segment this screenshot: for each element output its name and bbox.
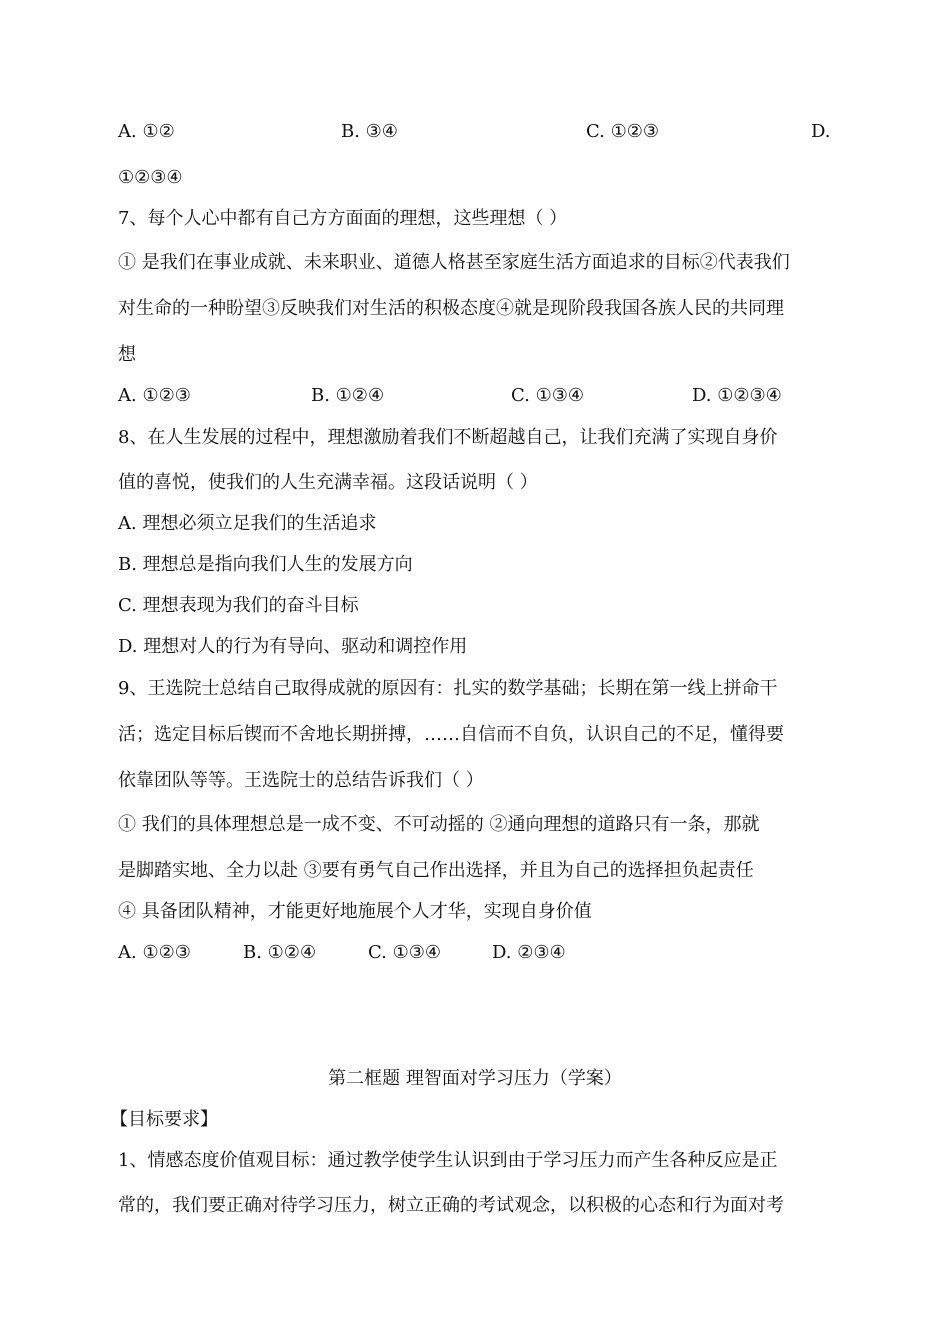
q7-option-b: B. ①②④ xyxy=(311,385,385,406)
q8-choice-c: C. 理想表现为我们的奋斗目标 xyxy=(118,595,359,616)
q8-choice-a: A. 理想必须立足我们的生活追求 xyxy=(118,513,377,534)
q8-line-2: 值的喜悦，使我们的人生充满幸福。这段话说明（ ） xyxy=(118,472,538,493)
q9-option-d: D. ②③④ xyxy=(492,942,566,963)
q6-option-d: D. xyxy=(811,121,831,142)
q6-option-a: A. ①② xyxy=(118,121,175,142)
q9-line-4: ① 我们的具体理想总是一成不变、不可动摇的 ②通向理想的道路只有一条，那就 xyxy=(118,814,760,835)
q7-option-d: D. ①②③④ xyxy=(692,385,782,406)
q8-choice-d: D. 理想对人的行为有导向、驱动和调控作用 xyxy=(118,636,468,657)
q7-stem: 7、每个人心中都有自己方方面面的理想，这些理想（ ） xyxy=(118,208,568,229)
q9-line-1: 9、王选院士总结自己取得成就的原因有：扎实的数学基础；长期在第一线上拼命干 xyxy=(118,678,778,699)
q6-option-c: C. ①②③ xyxy=(586,121,659,142)
q7-line-1: ① 是我们在事业成就、未来职业、道德人格甚至家庭生活方面追求的目标②代表我们 xyxy=(118,252,790,273)
section-line-2: 常的，我们要正确对待学习压力，树立正确的考试观念，以积极的心态和行为面对考 xyxy=(118,1195,784,1216)
q8-choice-b: B. 理想总是指向我们人生的发展方向 xyxy=(118,554,413,575)
q9-line-6: ④ 具备团队精神，才能更好地施展个人才华，实现自身价值 xyxy=(118,901,592,922)
q9-line-2: 活；选定目标后锲而不舍地长期拼搏，……自信而不自负，认识自己的不足，懂得要 xyxy=(118,724,784,745)
section-title: 第二框题 理智面对学习压力（学案） xyxy=(328,1068,622,1089)
q9-line-5: 是脚踏实地、全力以赴 ③要有勇气自己作出选择，并且为自己的选择担负起责任 xyxy=(118,860,754,881)
q7-option-a: A. ①②③ xyxy=(118,385,191,406)
q7-line-3: 想 xyxy=(118,344,136,365)
q6-option-d-wrap: ①②③④ xyxy=(118,167,183,188)
section-heading: 【目标要求】 xyxy=(110,1109,218,1130)
q9-option-a: A. ①②③ xyxy=(118,942,191,963)
q7-line-2: 对生命的一种盼望③反映我们对生活的积极态度④就是现阶段我国各族人民的共同理 xyxy=(118,298,784,319)
q9-line-3: 依靠团队等等。王选院士的总结告诉我们（ ） xyxy=(118,770,484,791)
q9-option-b: B. ①②④ xyxy=(243,942,317,963)
q7-option-c: C. ①③④ xyxy=(511,385,584,406)
q8-line-1: 8、在人生发展的过程中，理想激励着我们不断超越自己，让我们充满了实现自身价 xyxy=(118,427,778,448)
q9-option-c: C. ①③④ xyxy=(368,942,441,963)
section-line-1: 1、情感态度价值观目标：通过教学使学生认识到由于学习压力而产生各种反应是正 xyxy=(118,1150,778,1171)
q6-option-b: B. ③④ xyxy=(341,121,398,142)
